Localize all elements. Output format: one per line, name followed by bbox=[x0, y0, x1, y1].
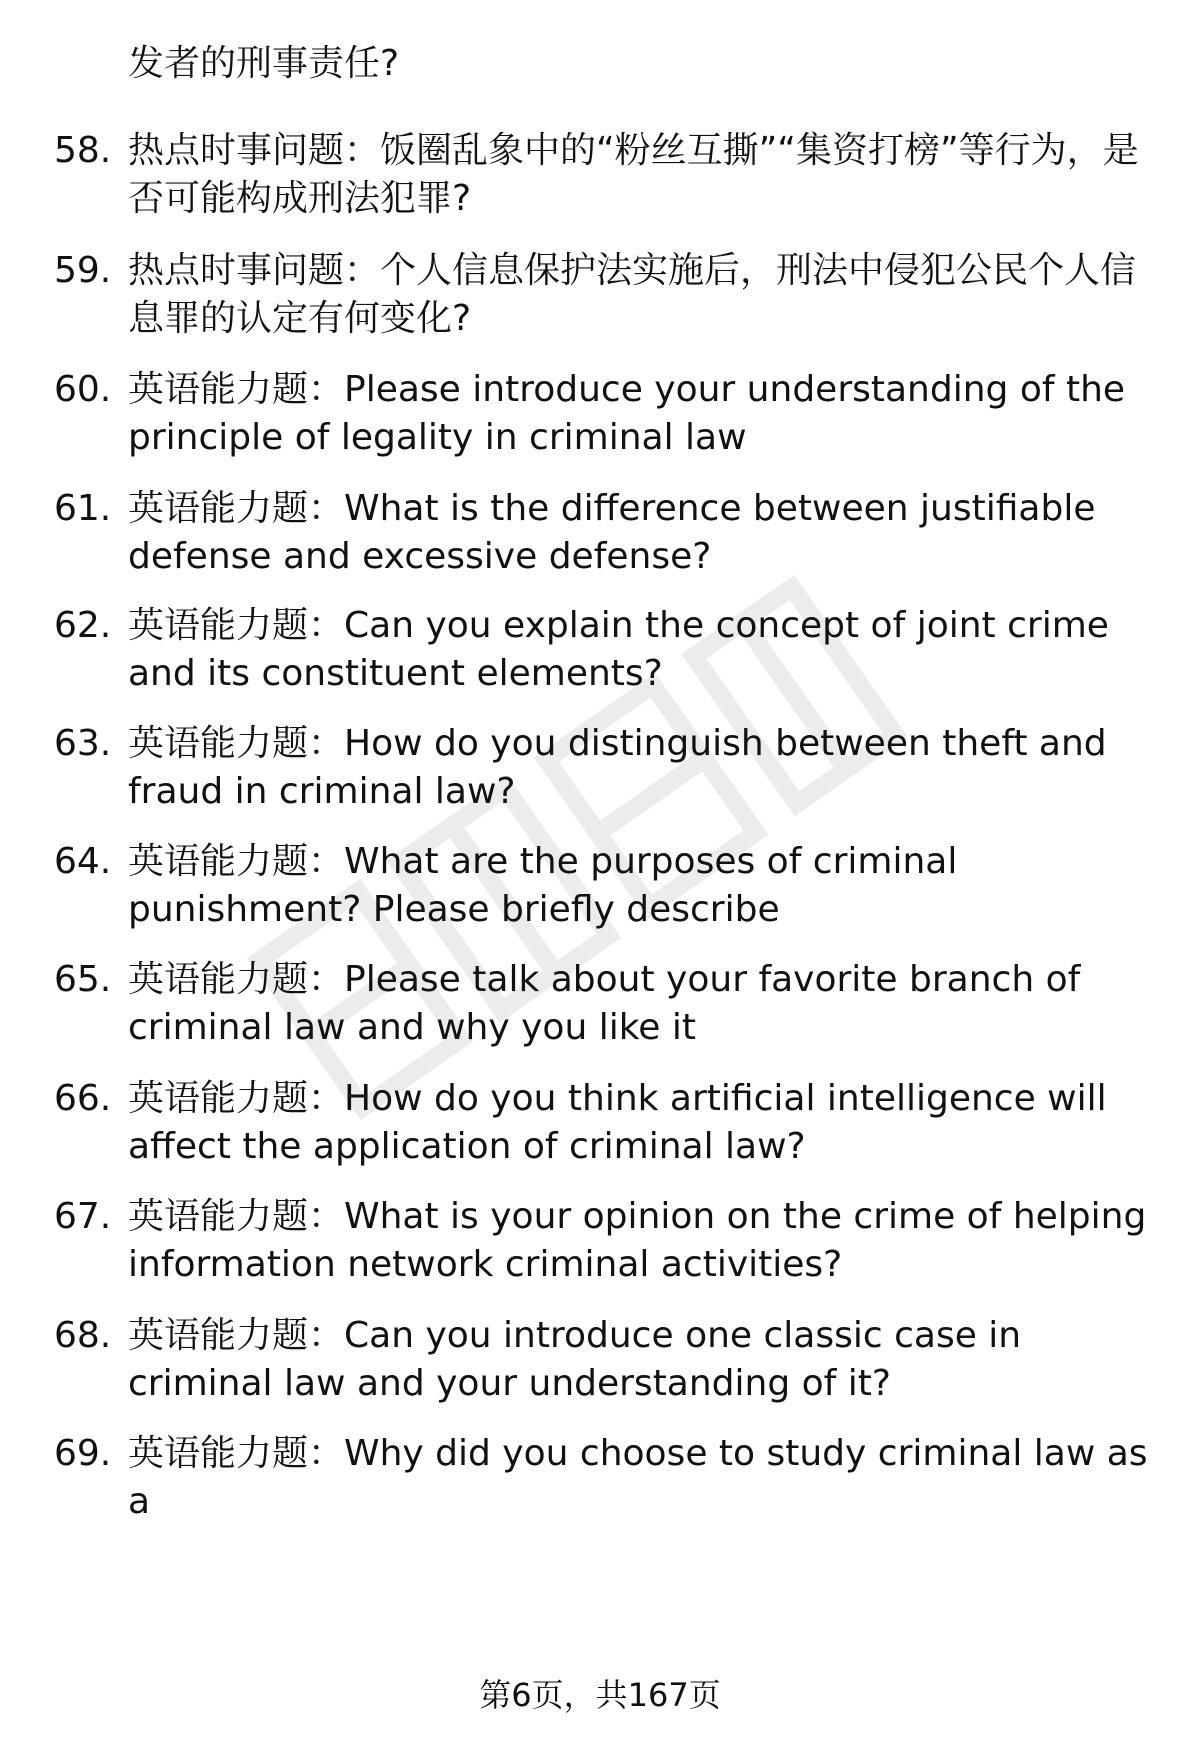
question-text: 英语能力题：What is the difference between justifiable defense and excessive defense? bbox=[128, 488, 1096, 577]
question-number: 62. bbox=[54, 605, 112, 646]
question-number: 64. bbox=[54, 841, 112, 882]
question-text: 英语能力题：How do you distinguish between theft and fraud in criminal law? bbox=[128, 723, 1107, 812]
question-text: 英语能力题：How do you think artificial intelligence will affect the application of criminal law? bbox=[128, 1078, 1107, 1167]
page-number-footer: 第6页，共167页 bbox=[479, 1676, 721, 1714]
continued-text: 发者的刑事责任? bbox=[128, 43, 400, 84]
question-text: 英语能力题：Why did you choose to study criminal law as a bbox=[128, 1433, 1148, 1522]
question-text: 英语能力题：Can you explain the concept of joint crime and its constituent elements? bbox=[128, 605, 1109, 694]
question-text: 英语能力题：Can you introduce one classic case in criminal law and your understanding of it? bbox=[128, 1315, 1022, 1404]
question-number: 58. bbox=[54, 130, 112, 171]
question-number: 61. bbox=[54, 488, 112, 529]
question-number: 59. bbox=[54, 250, 112, 291]
question-number: 66. bbox=[54, 1078, 112, 1119]
question-number: 63. bbox=[54, 723, 112, 764]
question-text: 热点时事问题：饭圈乱象中的“粉丝互撕”“集资打榜”等行为，是否可能构成刑法犯罪? bbox=[128, 130, 1139, 219]
question-text: 英语能力题：Please introduce your understanding of the principle of legality in criminal law bbox=[128, 369, 1126, 458]
question-number: 69. bbox=[54, 1433, 112, 1474]
question-text: 热点时事问题：个人信息保护法实施后，刑法中侵犯公民个人信息罪的认定有何变化? bbox=[128, 250, 1137, 339]
question-number: 60. bbox=[54, 369, 112, 410]
question-number: 68. bbox=[54, 1315, 112, 1356]
question-text: 英语能力题：What is your opinion on the crime of helping information network criminal activities? bbox=[128, 1196, 1147, 1285]
question-number: 65. bbox=[54, 959, 112, 1000]
question-text: 英语能力题：Please talk about your favorite branch of criminal law and why you like it bbox=[128, 959, 1081, 1048]
question-text: 英语能力题：What are the purposes of criminal punishment? Please briefly describe bbox=[128, 841, 958, 930]
question-number: 67. bbox=[54, 1196, 112, 1237]
